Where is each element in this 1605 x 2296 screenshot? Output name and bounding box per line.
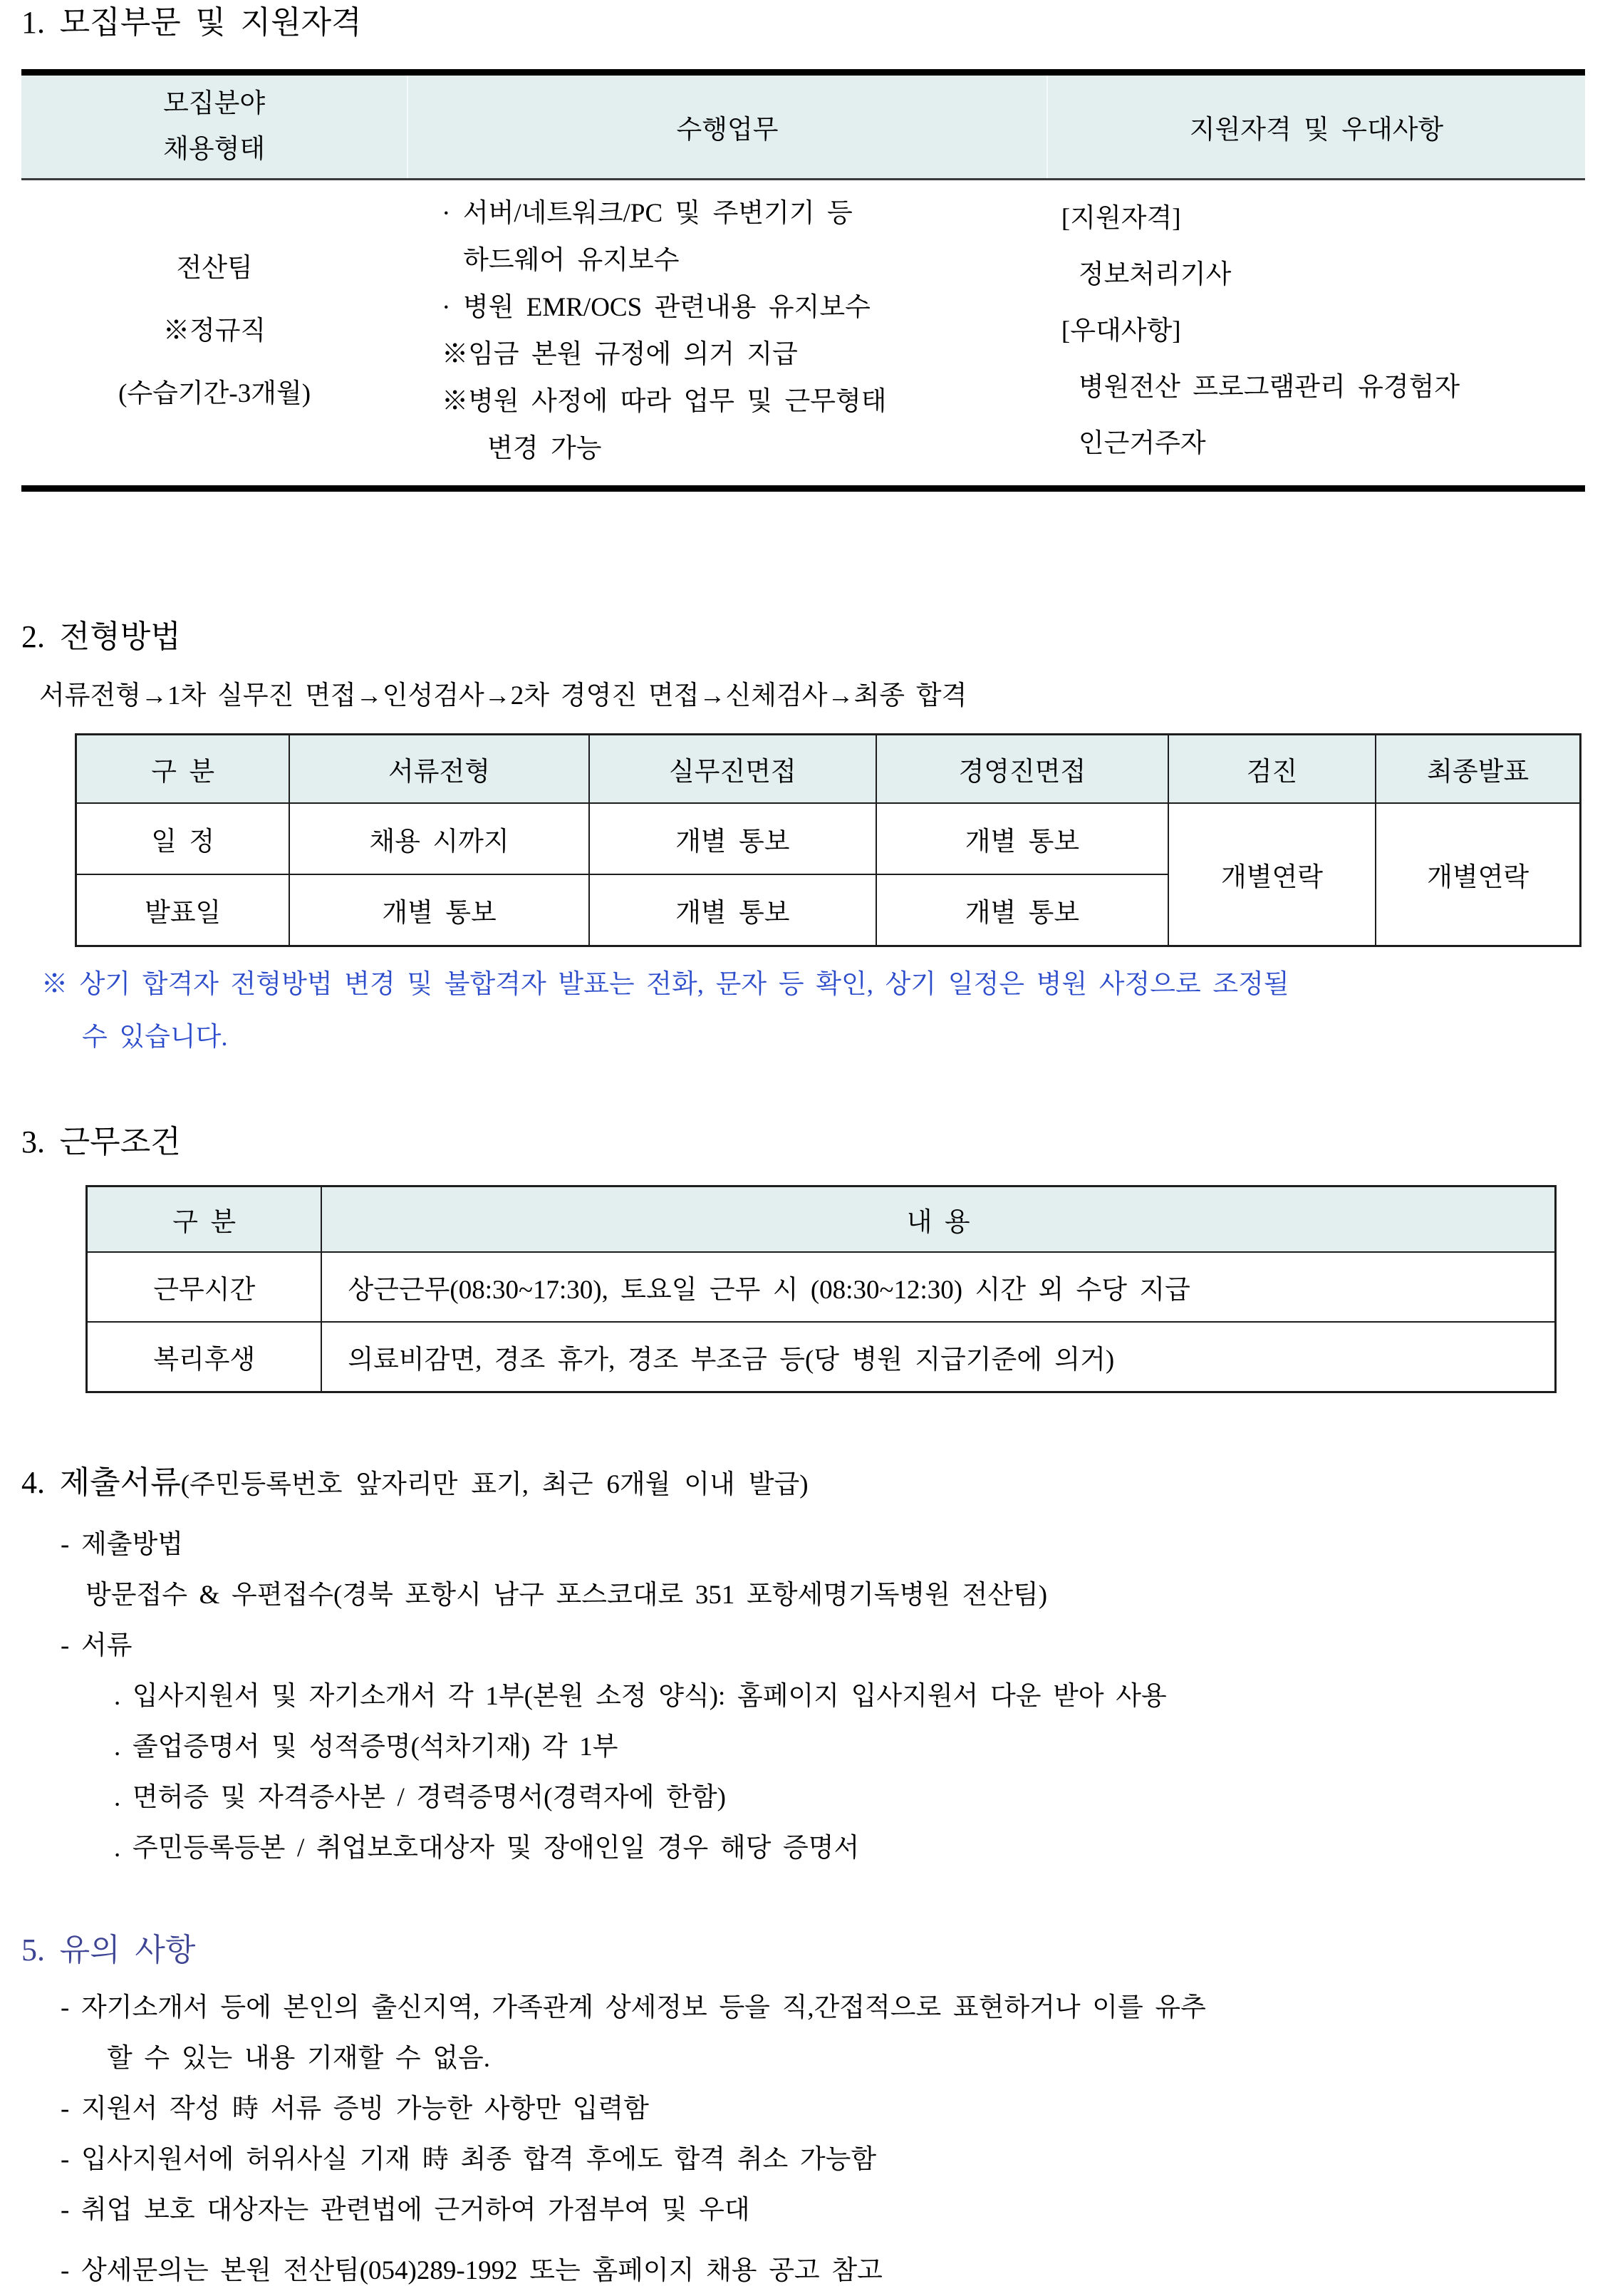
notice-item: - 입사지원서에 허위사실 기재 時 최종 합격 후에도 합격 취소 가능함 [61, 2144, 877, 2174]
cell-qualifications [1047, 179, 1585, 488]
row2-cell: 개별 통보 [589, 874, 876, 946]
selection-schedule-table [75, 733, 1581, 947]
probation-period: (수습기간-3개월) [118, 378, 311, 408]
doc-item: . 주민등록등본 / 취업보호대상자 및 장애인일 경우 해당 증명서 [114, 1834, 860, 1863]
header-cell-category [21, 72, 407, 179]
selection-table-header [76, 734, 1581, 803]
notice-item: - 취업 보호 대상자는 관련법에 근거하여 가점부여 및 우대 [61, 2195, 750, 2225]
table-row-working-hours [87, 1252, 1556, 1322]
docs-label: - 서류 [61, 1631, 133, 1661]
notice-item: - 지원서 작성 時 서류 증빙 가능한 사항만 입력함 [61, 2094, 649, 2124]
table-row [21, 179, 1585, 488]
qualification-line: 인근거주자 [1078, 429, 1206, 459]
method-value: 방문접수 & 우편접수(경북 포항시 남구 포스코대로 351 포항세명기독병원 전산팀) [85, 1581, 1048, 1610]
doc-item: . 면허증 및 자격증사본 / 경력증명서(경력자에 한함) [114, 1783, 726, 1813]
team-name: 전산팀 [176, 253, 253, 283]
merged-cell-checkup: 개별연락 [1168, 803, 1376, 946]
header-final-announcement: 최종발표 [1376, 734, 1580, 803]
qualification-line: [우대사항] [1061, 316, 1181, 346]
notice-item: - 자기소개서 등에 본인의 출신지역, 가족관계 상세정보 등을 직,간접적으로 표현하거나 이를 유추 [61, 1992, 1206, 2022]
qualification-line: 병원전산 프로그램관리 유경험자 [1078, 373, 1460, 403]
cell-duties [407, 179, 1047, 488]
section2-title: 2. 전형방법 [21, 619, 181, 654]
header-executive-interview: 경영진면접 [876, 734, 1168, 803]
selection-table-body [76, 803, 1581, 946]
header-gubun: 구 분 [87, 1186, 322, 1253]
section4-title-paren: (주민등록번호 앞자리만 표기, 최근 6개월 이내 발급) [180, 1470, 809, 1500]
cell-team-type [21, 179, 407, 488]
duty-line: · 병원 EMR/OCS 관련내용 유지보수 [442, 292, 871, 322]
header-cell-qualifications: 지원자격 및 우대사항 [1047, 72, 1585, 179]
section4-title [21, 1464, 1605, 1502]
doc-item: . 졸업증명서 및 성적증명(석차기재) 각 1부 [114, 1732, 618, 1762]
doc-item: . 입사지원서 및 자기소개서 각 1부(본원 소정 양식): 홈페이지 입사지원서 다운 받아 사용 [114, 1682, 1167, 1712]
working-hours-label: 근무시간 [87, 1252, 322, 1322]
selection-process-flow: 서류전형→1차 실무진 면접→인성검사→2차 경영진 면접→신체검사→최종 합격 [39, 681, 967, 710]
row2-cell: 개별 통보 [289, 874, 588, 946]
notice-item-continuation: 할 수 있는 내용 기재할 수 없음. [107, 2043, 491, 2073]
recruitment-table-body [21, 179, 1585, 488]
qualification-line: [지원자격] [1061, 204, 1181, 234]
submission-list [0, 1519, 1605, 1873]
duty-line: · 서버/네트워크/PC 및 주변기기 등 [442, 198, 853, 228]
notice-item: - 상세문의는 본원 전산팀(054)289-1992 또는 홈페이지 채용 공고 참고 [61, 2255, 883, 2285]
notice-list [0, 1982, 1605, 2296]
recruitment-table [21, 69, 1585, 492]
employment-type: ※정규직 [162, 316, 266, 346]
working-hours-content: 상근근무(08:30~17:30), 토요일 근무 시 (08:30~12:30) 시간 외 수당 지급 [321, 1252, 1555, 1322]
header-cell-duties: 수행업무 [407, 72, 1047, 179]
benefits-content: 의료비감면, 경조 휴가, 경조 부조금 등(당 병원 지급기준에 의거) [321, 1322, 1555, 1392]
header-staff-interview: 실무진면접 [589, 734, 876, 803]
duty-line: ※병원 사정에 따라 업무 및 근무형태 [442, 386, 887, 416]
header-category-line2: 채용형태 [163, 134, 266, 164]
header-gubun: 구 분 [76, 734, 290, 803]
header-category-line1: 모집분야 [163, 88, 266, 118]
duty-line: 변경 가능 [487, 433, 602, 463]
selection-note [41, 958, 1605, 1064]
duty-line: ※임금 본원 규정에 의거 지급 [442, 339, 798, 369]
working-conditions-header [87, 1186, 1556, 1253]
row1-cell: 채용 시까지 [289, 803, 588, 874]
selection-note-line1: ※ 상기 합격자 전형방법 변경 및 불합격자 발표는 전화, 문자 등 확인, 상기 일정은 병원 사정으로 조정될 [41, 969, 1289, 999]
row2-label: 발표일 [76, 874, 290, 946]
working-conditions-body [87, 1252, 1556, 1392]
header-content: 내 용 [321, 1186, 1555, 1253]
header-document-screening: 서류전형 [289, 734, 588, 803]
section1-title: 1. 모집부문 및 지원자격 [21, 5, 362, 40]
working-conditions-table [85, 1185, 1557, 1393]
recruitment-table-header [21, 72, 1585, 179]
table-row-benefits [87, 1322, 1556, 1392]
section5-title: 5. 유의 사항 [21, 1933, 196, 1968]
section4-title-main: 4. 제출서류 [21, 1465, 181, 1501]
selection-note-line2: 수 있습니다. [82, 1022, 228, 1052]
table-row-schedule [76, 803, 1581, 874]
section3-title: 3. 근무조건 [21, 1124, 181, 1159]
row1-cell: 개별 통보 [876, 803, 1168, 874]
row2-cell: 개별 통보 [876, 874, 1168, 946]
row1-cell: 개별 통보 [589, 803, 876, 874]
row1-label: 일 정 [76, 803, 290, 874]
method-label: - 제출방법 [61, 1530, 183, 1560]
benefits-label: 복리후생 [87, 1322, 322, 1392]
merged-cell-final: 개별연락 [1376, 803, 1580, 946]
qualification-line: 정보처리기사 [1078, 260, 1232, 290]
duty-line: 하드웨어 유지보수 [463, 245, 680, 275]
header-checkup: 검진 [1168, 734, 1376, 803]
